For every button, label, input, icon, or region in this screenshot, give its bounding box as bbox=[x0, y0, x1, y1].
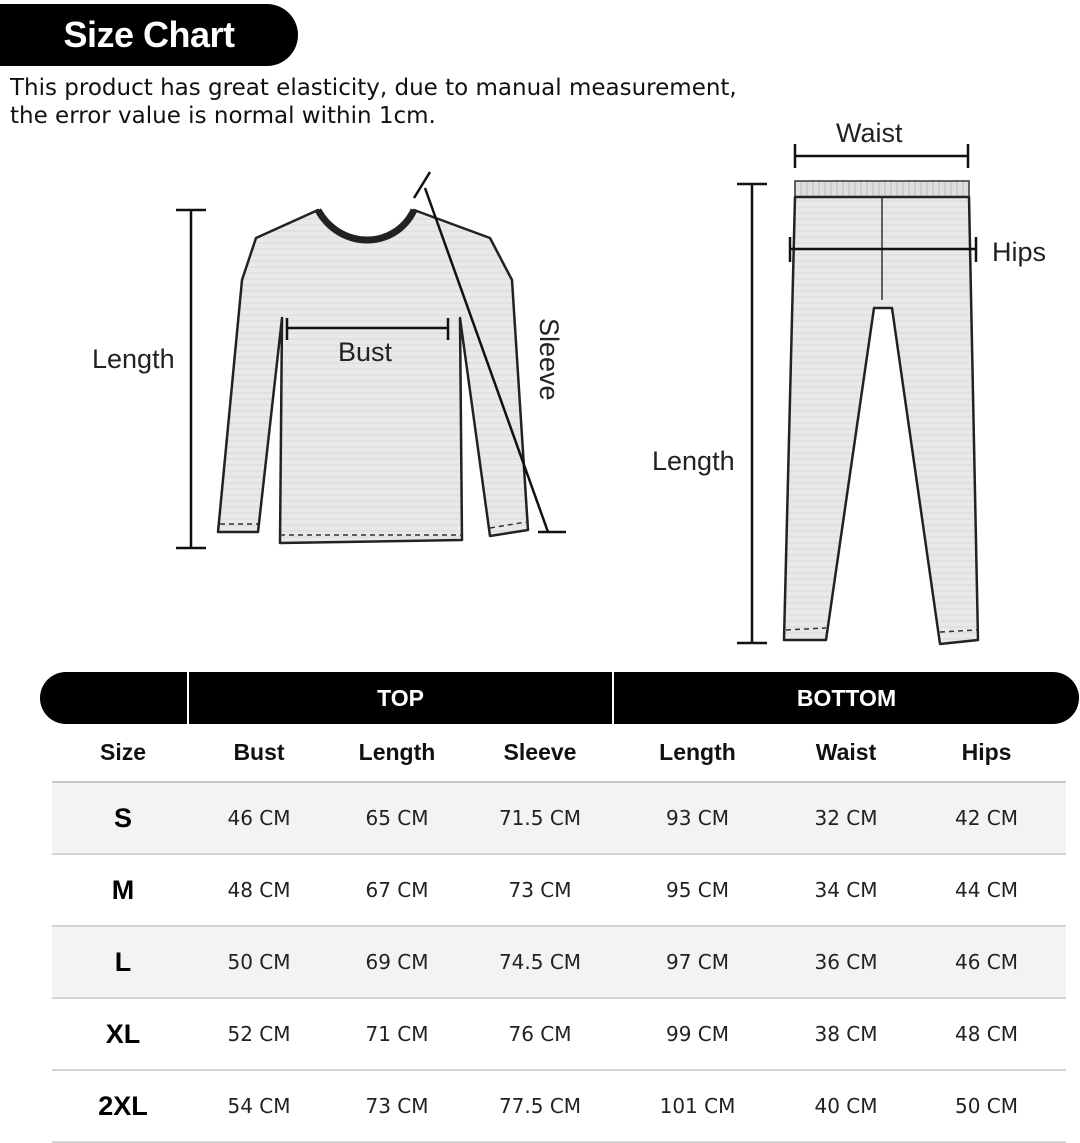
table-cell: 46 CM bbox=[907, 926, 1066, 998]
bottom-group-label: BOTTOM bbox=[796, 684, 897, 711]
table-cell: 50 CM bbox=[907, 1070, 1066, 1142]
table-row bbox=[52, 926, 1066, 998]
column-header: Length bbox=[610, 724, 785, 782]
top-length-measure bbox=[176, 210, 206, 548]
table-cell: 44 CM bbox=[907, 854, 1066, 926]
size-table bbox=[52, 724, 1066, 1143]
column-header: Waist bbox=[785, 724, 907, 782]
table-cell: 69 CM bbox=[324, 926, 470, 998]
table-cell: 48 CM bbox=[907, 998, 1066, 1070]
table-cell: 65 CM bbox=[324, 782, 470, 854]
table-cell: 52 CM bbox=[194, 998, 324, 1070]
table-cell: 99 CM bbox=[610, 998, 785, 1070]
column-header: Sleeve bbox=[470, 724, 610, 782]
top-garment-illustration bbox=[218, 210, 528, 543]
note-line-2: the error value is normal within 1cm. bbox=[10, 103, 436, 129]
hips-label: Hips bbox=[992, 237, 1047, 267]
table-cell: 50 CM bbox=[194, 926, 324, 998]
column-header: Hips bbox=[907, 724, 1066, 782]
table-cell: 77.5 CM bbox=[470, 1070, 610, 1142]
size-cell: M bbox=[52, 854, 194, 926]
table-header-row bbox=[52, 724, 1066, 782]
column-header: Length bbox=[324, 724, 470, 782]
table-group-header bbox=[40, 672, 1079, 724]
top-length-label: Length bbox=[92, 344, 175, 374]
table-cell: 42 CM bbox=[907, 782, 1066, 854]
table-cell: 36 CM bbox=[785, 926, 907, 998]
table-cell: 34 CM bbox=[785, 854, 907, 926]
bottom-length-label: Length bbox=[652, 446, 735, 476]
table-cell: 46 CM bbox=[194, 782, 324, 854]
size-chart-title: Size Chart bbox=[0, 4, 298, 66]
size-cell: S bbox=[52, 782, 194, 854]
table-cell: 76 CM bbox=[470, 998, 610, 1070]
table-cell: 71.5 CM bbox=[470, 782, 610, 854]
table-cell: 74.5 CM bbox=[470, 926, 610, 998]
column-header: Bust bbox=[194, 724, 324, 782]
table-cell: 40 CM bbox=[785, 1070, 907, 1142]
waist-label: Waist bbox=[836, 118, 903, 148]
note-line-1: This product has great elasticity, due to manual measurement, bbox=[10, 75, 737, 101]
table-cell: 95 CM bbox=[610, 854, 785, 926]
table-cell: 54 CM bbox=[194, 1070, 324, 1142]
table-row bbox=[52, 1070, 1066, 1142]
table-cell: 73 CM bbox=[470, 854, 610, 926]
table-row bbox=[52, 854, 1066, 926]
column-header: Size bbox=[52, 724, 194, 782]
table-cell: 101 CM bbox=[610, 1070, 785, 1142]
size-cell: L bbox=[52, 926, 194, 998]
table-cell: 48 CM bbox=[194, 854, 324, 926]
table-cell: 71 CM bbox=[324, 998, 470, 1070]
size-cell: XL bbox=[52, 998, 194, 1070]
top-group-label: TOP bbox=[377, 684, 424, 711]
table-cell: 97 CM bbox=[610, 926, 785, 998]
table-cell: 73 CM bbox=[324, 1070, 470, 1142]
bust-label: Bust bbox=[338, 337, 393, 367]
table-cell: 38 CM bbox=[785, 998, 907, 1070]
table-cell: 67 CM bbox=[324, 854, 470, 926]
sleeve-label: Sleeve bbox=[534, 318, 564, 401]
size-cell: 2XL bbox=[52, 1070, 194, 1142]
table-row bbox=[52, 782, 1066, 854]
bottom-garment-illustration bbox=[784, 181, 978, 644]
table-row bbox=[52, 998, 1066, 1070]
table-cell: 32 CM bbox=[785, 782, 907, 854]
table-cell: 93 CM bbox=[610, 782, 785, 854]
bottom-length-measure bbox=[737, 184, 767, 643]
